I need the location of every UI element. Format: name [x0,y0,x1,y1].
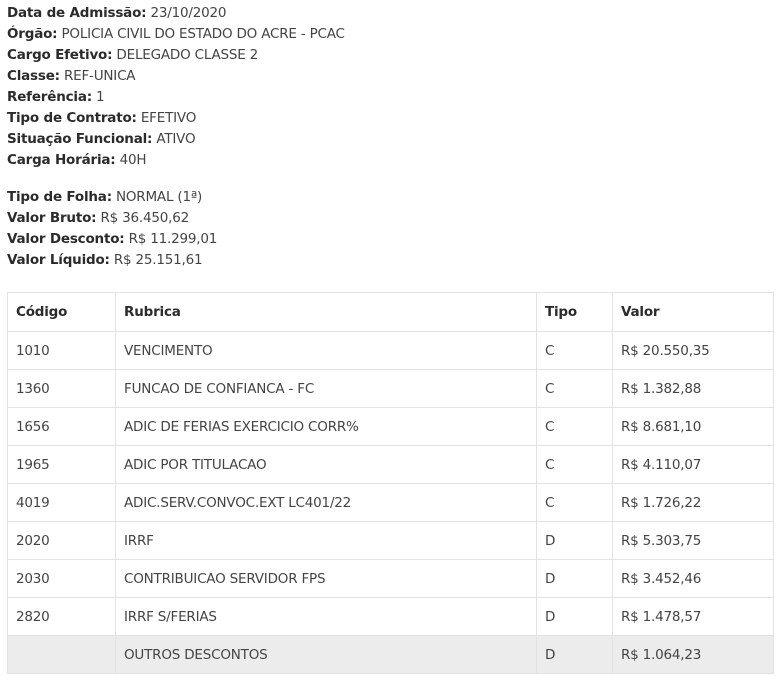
cell-valor: R$ 1.726,22 [613,484,774,522]
cell-tipo: D [537,560,613,598]
cell-valor: R$ 1.382,88 [613,370,774,408]
cell-tipo: D [537,598,613,636]
field-label: Cargo Efetivo: [7,47,113,63]
cell-valor: R$ 3.452,46 [613,560,774,598]
cell-codigo: 1656 [8,408,116,446]
header-codigo: Código [8,293,116,332]
cell-rubrica: IRRF [116,522,537,560]
cell-rubrica: OUTROS DESCONTOS [116,636,537,674]
cell-codigo: 2820 [8,598,116,636]
field-value: DELEGADO CLASSE 2 [116,47,259,63]
cell-codigo: 2030 [8,560,116,598]
table-row [8,332,774,370]
cell-tipo: C [537,446,613,484]
field-value: POLICIA CIVIL DO ESTADO DO ACRE - PCAC [61,26,345,42]
cell-tipo: D [537,636,613,674]
field-label: Classe: [7,68,60,84]
cell-codigo: 4019 [8,484,116,522]
info-reference [7,87,779,108]
table-row [8,370,774,408]
table-row [8,446,774,484]
field-label: Órgão: [7,26,58,42]
payroll-items-table [7,292,774,674]
cell-valor: R$ 1.064,23 [613,636,774,674]
header-valor: Valor [613,293,774,332]
cell-rubrica: ADIC.SERV.CONVOC.EXT LC401/22 [116,484,537,522]
field-value: 1 [96,89,105,105]
field-value: EFETIVO [140,110,197,126]
info-discount-value [7,229,779,250]
cell-valor: R$ 20.550,35 [613,332,774,370]
field-value: R$ 11.299,01 [128,231,218,247]
cell-tipo: C [537,332,613,370]
info-agency [7,24,779,45]
cell-rubrica: ADIC DE FERIAS EXERCICIO CORR% [116,408,537,446]
cell-codigo [8,636,116,674]
info-contract-type [7,108,779,129]
field-value: 40H [119,152,147,168]
info-position [7,45,779,66]
info-admission-date [7,3,779,24]
header-tipo: Tipo [537,293,613,332]
field-label: Referência: [7,89,92,105]
table-header-row [8,293,774,332]
table-row [8,408,774,446]
info-class [7,66,779,87]
field-label: Data de Admissão: [7,5,147,21]
table-row-other-discounts [8,636,774,674]
field-label: Valor Desconto: [7,231,125,247]
table-row [8,522,774,560]
field-value: R$ 36.450,62 [100,210,190,226]
cell-tipo: C [537,370,613,408]
field-label: Tipo de Contrato: [7,110,137,126]
table-row [8,598,774,636]
cell-tipo: D [537,522,613,560]
table-row [8,560,774,598]
cell-rubrica: CONTRIBUICAO SERVIDOR FPS [116,560,537,598]
info-workload [7,150,779,171]
cell-tipo: C [537,484,613,522]
cell-rubrica: FUNCAO DE CONFIANCA - FC [116,370,537,408]
field-value: REF-UNICA [63,68,136,84]
info-payroll-type [7,187,779,208]
field-label: Situação Funcional: [7,131,153,147]
cell-rubrica: ADIC POR TITULACAO [116,446,537,484]
cell-codigo: 1360 [8,370,116,408]
cell-rubrica: VENCIMENTO [116,332,537,370]
field-label: Valor Líquido: [7,252,110,268]
cell-valor: R$ 8.681,10 [613,408,774,446]
cell-valor: R$ 4.110,07 [613,446,774,484]
table-row [8,484,774,522]
cell-codigo: 1965 [8,446,116,484]
info-net-value [7,250,779,271]
info-status [7,129,779,150]
info-gross-value [7,208,779,229]
field-value: R$ 25.151,61 [113,252,203,268]
spacer [7,171,779,187]
header-rubrica: Rubrica [116,293,537,332]
cell-codigo: 1010 [8,332,116,370]
payroll-items-table-wrapper [7,292,774,674]
cell-tipo: C [537,408,613,446]
field-label: Valor Bruto: [7,210,97,226]
cell-rubrica: IRRF S/FERIAS [116,598,537,636]
field-value: 23/10/2020 [150,5,227,21]
cell-valor: R$ 1.478,57 [613,598,774,636]
field-label: Carga Horária: [7,152,116,168]
cell-codigo: 2020 [8,522,116,560]
field-value: ATIVO [156,131,196,147]
field-value: NORMAL (1ª) [115,189,203,205]
cell-valor: R$ 5.303,75 [613,522,774,560]
employee-info [0,0,779,271]
field-label: Tipo de Folha: [7,189,112,205]
